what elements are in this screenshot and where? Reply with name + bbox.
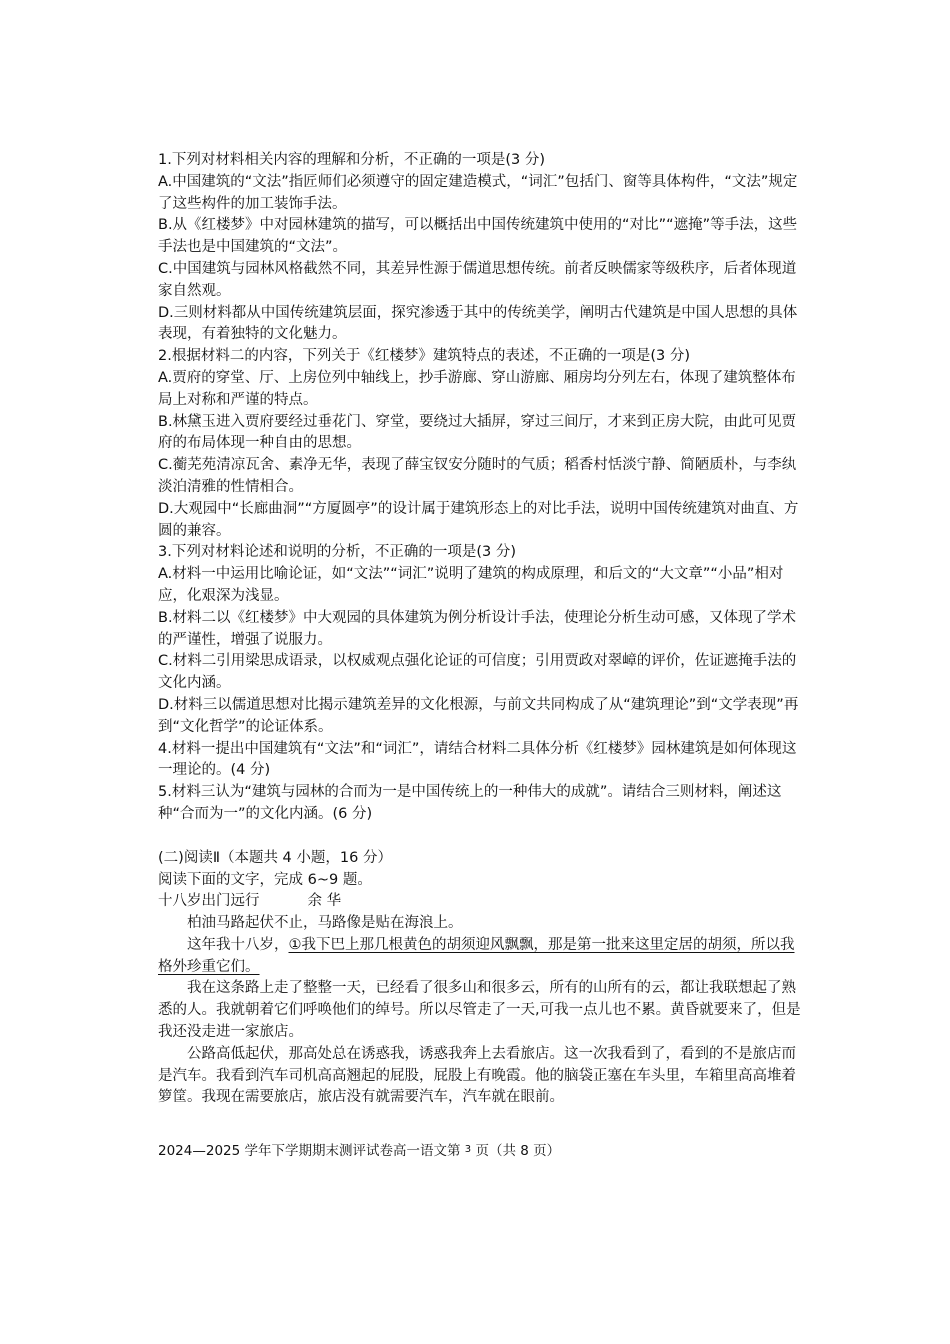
reading-instruction: 阅读下面的文字，完成 6~9 题。 [158, 871, 372, 888]
story-paragraph-4: 公路高低起伏，那高处总在诱惑我，诱惑我奔上去看旅店。这一次我看到了，看到的不是旅店而是汽车。我看到汽车司机高高翘起的屁股，屁股上有晚霞。他的脑袋正塞在车头里，车箱里高高堆着箩筐。我现在需要旅店，旅店没有就需要汽车，汽车就在眼前。 [158, 1045, 796, 1106]
question-3 [158, 542, 803, 738]
question-3-option-b: B.材料二以《红楼梦》中大观园的具体建筑为例分析设计手法，使理论分析生动可感，又体现了学术的严谨性，增强了说服力。 [158, 609, 797, 648]
story-heading [158, 891, 803, 913]
question-3-option-d: D.材料三以儒道思想对比揭示建筑差异的文化根源，与前文共同构成了从“建筑理论”到“文学表现”再到“文化哲学”的论证体系。 [158, 696, 799, 735]
question-1-option-a: A.中国建筑的“文法”指匠师们必须遵守的固定建造模式，“词汇”包括门、窗等具体构件，“文法”规定了这些构件的加工装饰手法。 [158, 173, 798, 212]
story-title: 十八岁出门远行 [158, 893, 260, 910]
underlined-sentence-1: ①我下巴上那几根黄色的胡须迎风飘飘，那是第一批来这里定居的胡须，所以我格外珍重它们。 [158, 936, 795, 975]
question-3-title: 3.下列对材料论述和说明的分析，不正确的一项是(3 分) [158, 544, 516, 561]
question-1-title: 1.下列对材料相关内容的理解和分析，不正确的一项是(3 分) [158, 152, 545, 168]
question-1-option-c: C.中国建筑与园林风格截然不同，其差异性源于儒道思想传统。前者反映儒家等级秩序，后者体现道家自然观。 [158, 260, 797, 299]
reading-section-header: (二)阅读Ⅱ（本题共 4 小题，16 分） [158, 849, 392, 866]
question-2-option-b: B.林黛玉进入贾府要经过垂花门、穿堂，要绕过大插屏，穿过三间厅，才来到正房大院，由此可见贾府的布局体现一种自由的思想。 [158, 413, 797, 452]
story-paragraph-1: 柏油马路起伏不止，马路像是贴在海浪上。 [187, 915, 463, 932]
question-3-option-a: A.材料一中运用比喻论证，如“文法”“词汇”说明了建筑的构成原理，和后文的“大文章”“小品”相对应，化艰深为浅显。 [158, 566, 784, 604]
question-2-option-a: A.贾府的穿堂、厅、上房位列中轴线上，抄手游廊、穿山游廊、厢房均分列左右，体现了建筑整体布局上对称和严谨的特点。 [158, 369, 796, 408]
story-paragraph-2 [158, 935, 803, 979]
question-1 [158, 150, 803, 346]
question-1-option-b: B.从《红楼梦》中对园林建筑的描写，可以概括出中国传统建筑中使用的“对比”“遮掩”等手法，这些手法也是中国建筑的“文法”。 [158, 217, 798, 256]
question-4 [158, 739, 803, 783]
question-1-option-d: D.三则材料都从中国传统建筑层面，探究渗透于其中的传统美学，阐明古代建筑是中国人思想的具体表现，有着独特的文化魅力。 [158, 304, 798, 343]
footer-page-number: 3 [464, 1144, 472, 1155]
section-gap [158, 826, 803, 848]
question-2-option-d: D.大观园中“长廊曲洞”“方厦圆亭”的设计属于建筑形态上的对比手法，说明中国传统建筑对曲直、方圆的兼容。 [158, 500, 799, 539]
question-5 [158, 782, 803, 826]
question-2-title: 2.根据材料二的内容，下列关于《红楼梦》建筑特点的表述，不正确的一项是(3 分) [158, 348, 690, 365]
question-4-title: 4.材料一提出中国建筑有“文法”和“词汇”，请结合材料二具体分析《红楼梦》园林建筑是如何体现这一理论的。(4 分) [158, 740, 797, 779]
page-footer [158, 1140, 803, 1161]
reading-section [158, 848, 803, 1110]
story-paragraph-3: 我在这条路上走了整整一天，已经看了很多山和很多云，所有的山所有的云，都让我联想起了熟悉的人。我就朝着它们呼唤他们的绰号。所以尽管走了一天,可我一点儿也不累。黄昏就要来了，但是我还没走进一家旅店。 [158, 980, 801, 1041]
question-5-title: 5.材料三认为“建筑与园林的合而为一是中国传统上的一种伟大的成就”。请结合三则材料，阐述这种“合而为一”的文化内涵。(6 分) [158, 784, 782, 822]
question-3-option-c: C.材料二引用梁思成语录，以权威观点强化论证的可信度；引用贾政对翠嶂的评价，佐证遮掩手法的文化内涵。 [158, 653, 797, 692]
exam-page [158, 150, 803, 1109]
story-author: 余 华 [307, 893, 342, 910]
story-paragraph-2-lead: 这年我十八岁， [187, 936, 289, 953]
footer-text-before: 2024—2025 学年下学期期末测评试卷高一语文第 [158, 1143, 465, 1159]
question-2 [158, 346, 803, 542]
question-2-option-c: C.蘅芜苑清凉瓦舍、素净无华，表现了薛宝钗安分随时的气质；稻香村恬淡宁静、简陋质朴，与李纨淡泊清雅的性情相合。 [158, 457, 797, 495]
footer-text-after: 页（共 8 页） [471, 1143, 561, 1159]
